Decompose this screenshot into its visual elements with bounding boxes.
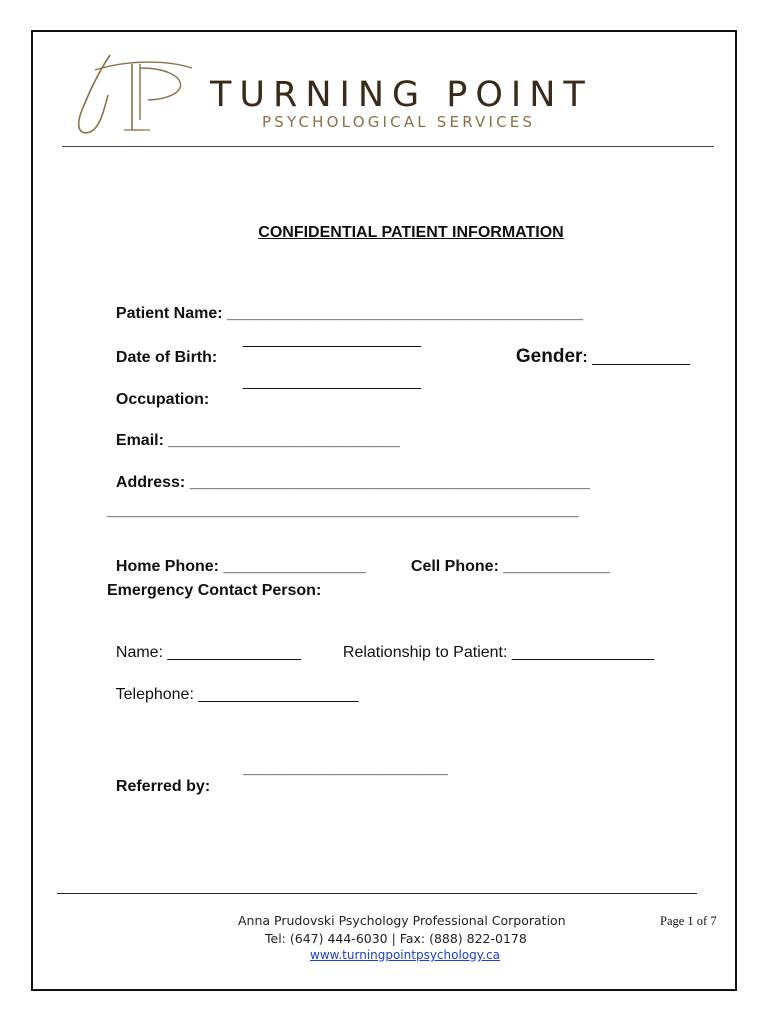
address-field[interactable]: _____________________________________________ (185, 474, 591, 491)
gender-row (507, 328, 690, 368)
referred-by-label: Referred by: (115, 778, 211, 795)
form-title: CONFIDENTIAL PATIENT INFORMATION (258, 224, 564, 241)
occupation-field[interactable]: ____________________ (243, 373, 421, 390)
ec-name-field[interactable]: _______________ (163, 644, 301, 661)
referred-by-row (107, 760, 210, 796)
ec-name-row (107, 626, 301, 662)
address-line2-field[interactable]: _____________________________________________________ (107, 502, 579, 519)
cell-phone-field[interactable]: ____________ (498, 558, 611, 575)
ec-telephone-label: Telephone: (115, 686, 194, 703)
email-row (107, 414, 400, 450)
patient-name-row (107, 287, 583, 323)
cell-phone-row (402, 540, 610, 576)
gender-colon: : (582, 349, 588, 366)
cell-phone-label: Cell Phone: (410, 558, 499, 575)
page-number: Page 1 of 7 (660, 914, 717, 928)
ec-relationship-label: Relationship to Patient: (342, 644, 508, 661)
footer-divider (57, 893, 697, 894)
brand-subtitle: PSYCHOLOGICAL SERVICES (262, 113, 536, 131)
email-label: Email: (115, 432, 164, 449)
occupation-label: Occupation: (115, 391, 210, 408)
home-phone-row (107, 540, 366, 576)
ec-name-label: Name: (115, 644, 164, 661)
patient-name-field[interactable]: ________________________________________ (222, 305, 583, 322)
footer-website-link[interactable]: www.turningpointpsychology.ca (310, 948, 500, 962)
ec-relationship-field[interactable]: ________________ (507, 644, 655, 661)
gender-label: Gender (515, 346, 583, 367)
dob-row (107, 331, 217, 367)
dob-field[interactable]: ____________________ (243, 331, 421, 348)
address-row (107, 456, 590, 492)
brand-name: TURNING POINT (210, 75, 593, 115)
footer-contact: Tel: (647) 444-6030 | Fax: (888) 822-0178 (265, 931, 527, 946)
dob-label: Date of Birth: (115, 349, 218, 366)
email-field[interactable]: __________________________ (163, 432, 400, 449)
referred-by-field[interactable]: _______________________ (243, 760, 448, 777)
emergency-contact-heading: Emergency Contact Person: (107, 582, 322, 599)
footer-company: Anna Prudovski Psychology Professional Corporation (238, 913, 566, 928)
ec-telephone-row (107, 668, 359, 704)
home-phone-field[interactable]: ________________ (219, 558, 366, 575)
header-divider (62, 146, 714, 147)
ec-relationship-row (334, 626, 654, 662)
home-phone-label: Home Phone: (115, 558, 220, 575)
patient-name-label: Patient Name: (115, 305, 223, 322)
address-label: Address: (115, 474, 186, 491)
tp-monogram-logo-icon (70, 50, 200, 140)
occupation-row (107, 373, 209, 409)
gender-field[interactable]: ___________ (587, 349, 691, 366)
ec-telephone-field[interactable]: __________________ (193, 686, 359, 703)
